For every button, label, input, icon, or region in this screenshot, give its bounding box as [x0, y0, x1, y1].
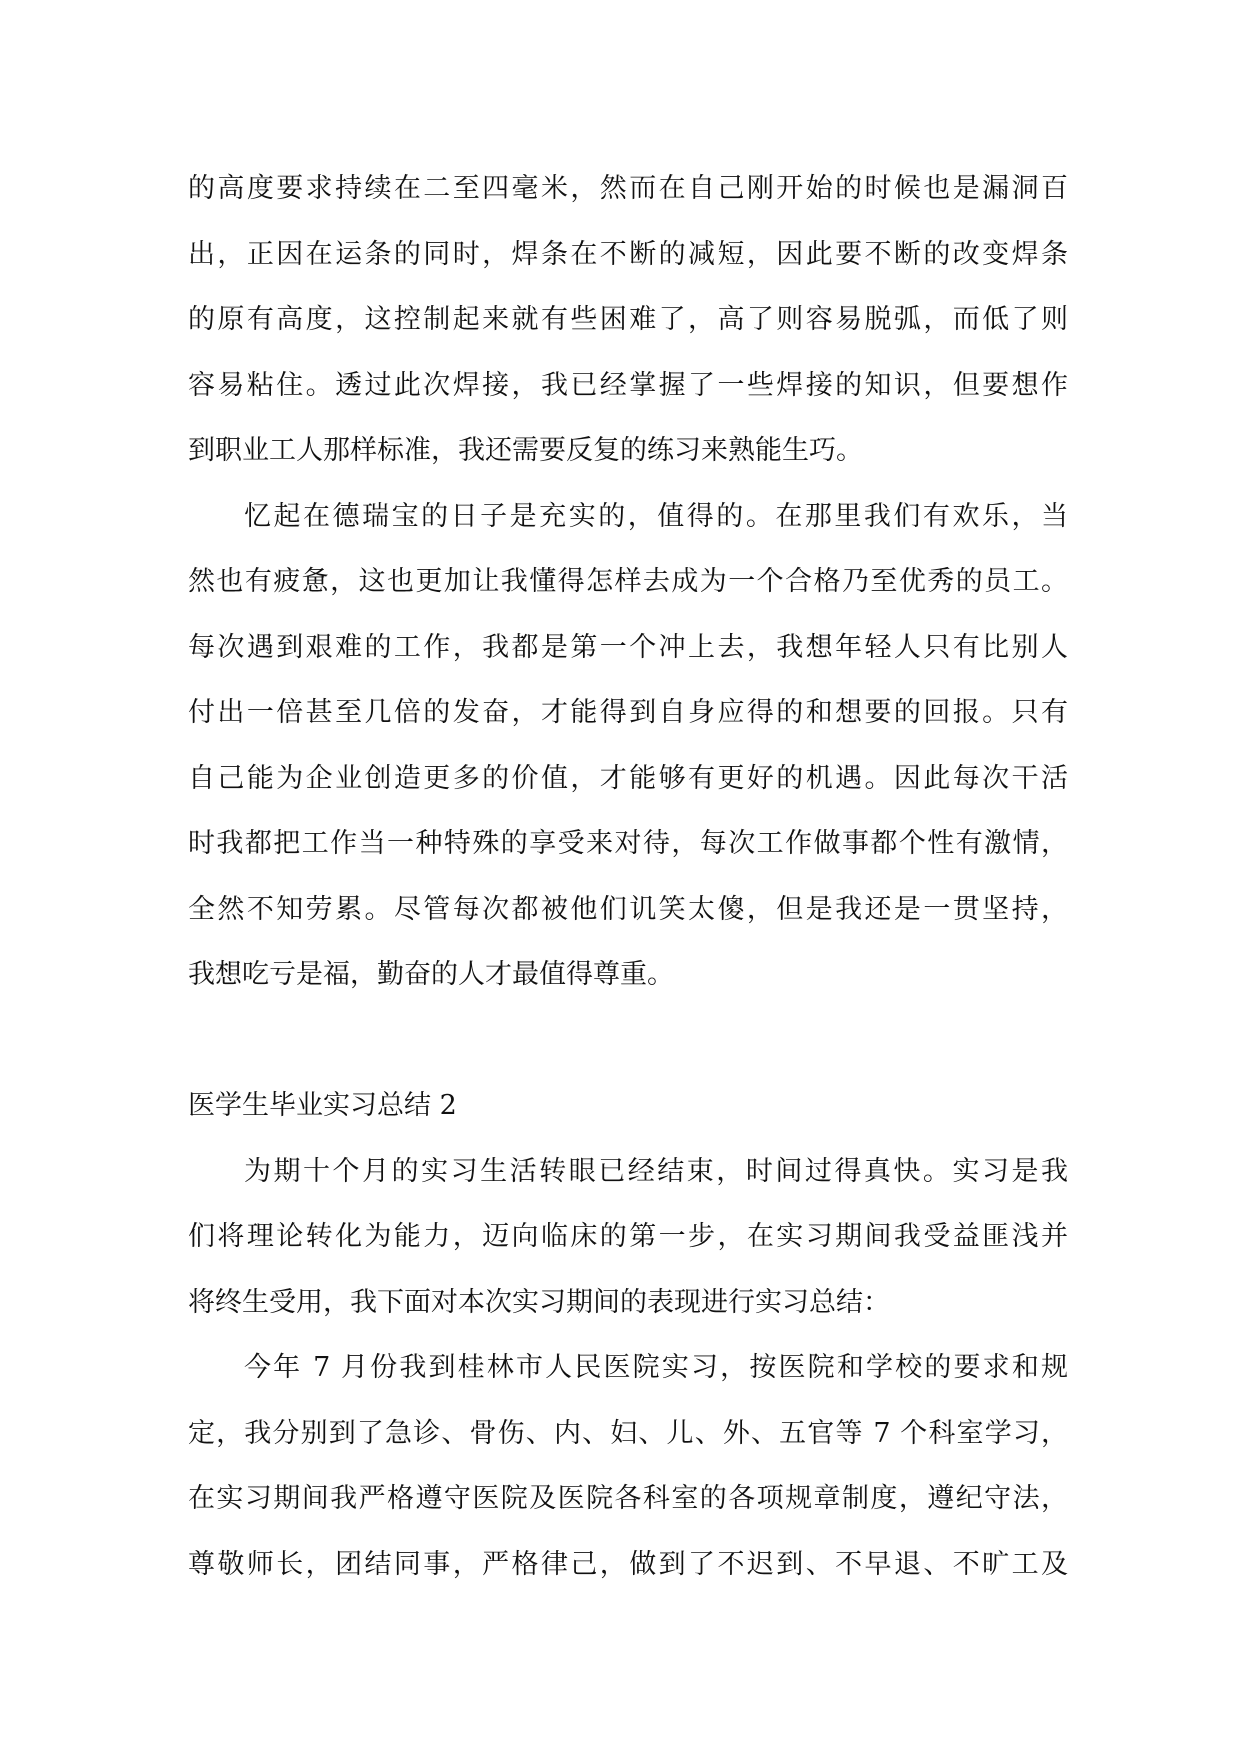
paragraph-continuation	[188, 156, 1068, 484]
text-line: 时我都把工作当一种特殊的享受来对待，每次工作做事都个性有激情，	[188, 828, 1068, 859]
text-line: 的原有高度，这控制起来就有些困难了，高了则容易脱弧，而低了则	[188, 304, 1068, 335]
document-body	[188, 156, 1068, 1597]
text-line: 将终生受用，我下面对本次实习期间的表现进行实习总结：	[188, 1286, 890, 1318]
section-title: 医学生毕业实习总结 2	[188, 1090, 457, 1121]
blank-line	[188, 1008, 1068, 1074]
text-line: 忆起在德瑞宝的日子是充实的，值得的。在那里我们有欢乐，当	[244, 500, 1068, 532]
text-line: 定，我分别到了急诊、骨伤、内、妇、儿、外、五官等 7 个科室学习，	[188, 1417, 1068, 1449]
text-line: 全然不知劳累。尽管每次都被他们讥笑太傻，但是我还是一贯坚持，	[188, 893, 1068, 925]
text-line: 们将理论转化为能力，迈向临床的第一步，在实习期间我受益匪浅并	[188, 1221, 1068, 1252]
text-line: 自己能为企业创造更多的价值，才能够有更好的机遇。因此每次干活	[188, 762, 1068, 794]
text-line: 尊敬师长，团结同事，严格律己，做到了不迟到、不早退、不旷工及	[188, 1548, 1068, 1580]
text-line: 付出一倍甚至几倍的发奋，才能得到自身应得的和想要的回报。只有	[188, 697, 1068, 728]
text-line: 我想吃亏是福，勤奋的人才最值得尊重。	[188, 959, 674, 990]
text-line: 的高度要求持续在二至四毫米，然而在自己刚开始的时候也是漏洞百	[188, 173, 1068, 204]
text-line: 在实习期间我严格遵守医院及医院各科室的各项规章制度，遵纪守法，	[188, 1483, 1068, 1514]
text-line: 到职业工人那样标准，我还需要反复的练习来熟能生巧。	[188, 435, 863, 466]
paragraph-internship-intro	[188, 1139, 1068, 1336]
text-line: 出，正因在运条的同时，焊条在不断的减短，因此要不断的改变焊条	[188, 238, 1068, 270]
text-line: 然也有疲惫，这也更加让我懂得怎样去成为一个合格乃至优秀的员工。	[188, 566, 1068, 597]
text-line: 每次遇到艰难的工作，我都是第一个冲上去，我想年轻人只有比别人	[188, 631, 1068, 663]
text-line: 今年 7 月份我到桂林市人民医院实习，按医院和学校的要求和规	[244, 1352, 1068, 1383]
paragraph-deruibao	[188, 484, 1068, 1008]
paragraph-internship-detail	[188, 1335, 1068, 1597]
text-line: 容易粘住。透过此次焊接，我已经掌握了一些焊接的知识，但要想作	[188, 369, 1068, 401]
text-line: 为期十个月的实习生活转眼已经结束，时间过得真快。实习是我	[244, 1155, 1068, 1187]
